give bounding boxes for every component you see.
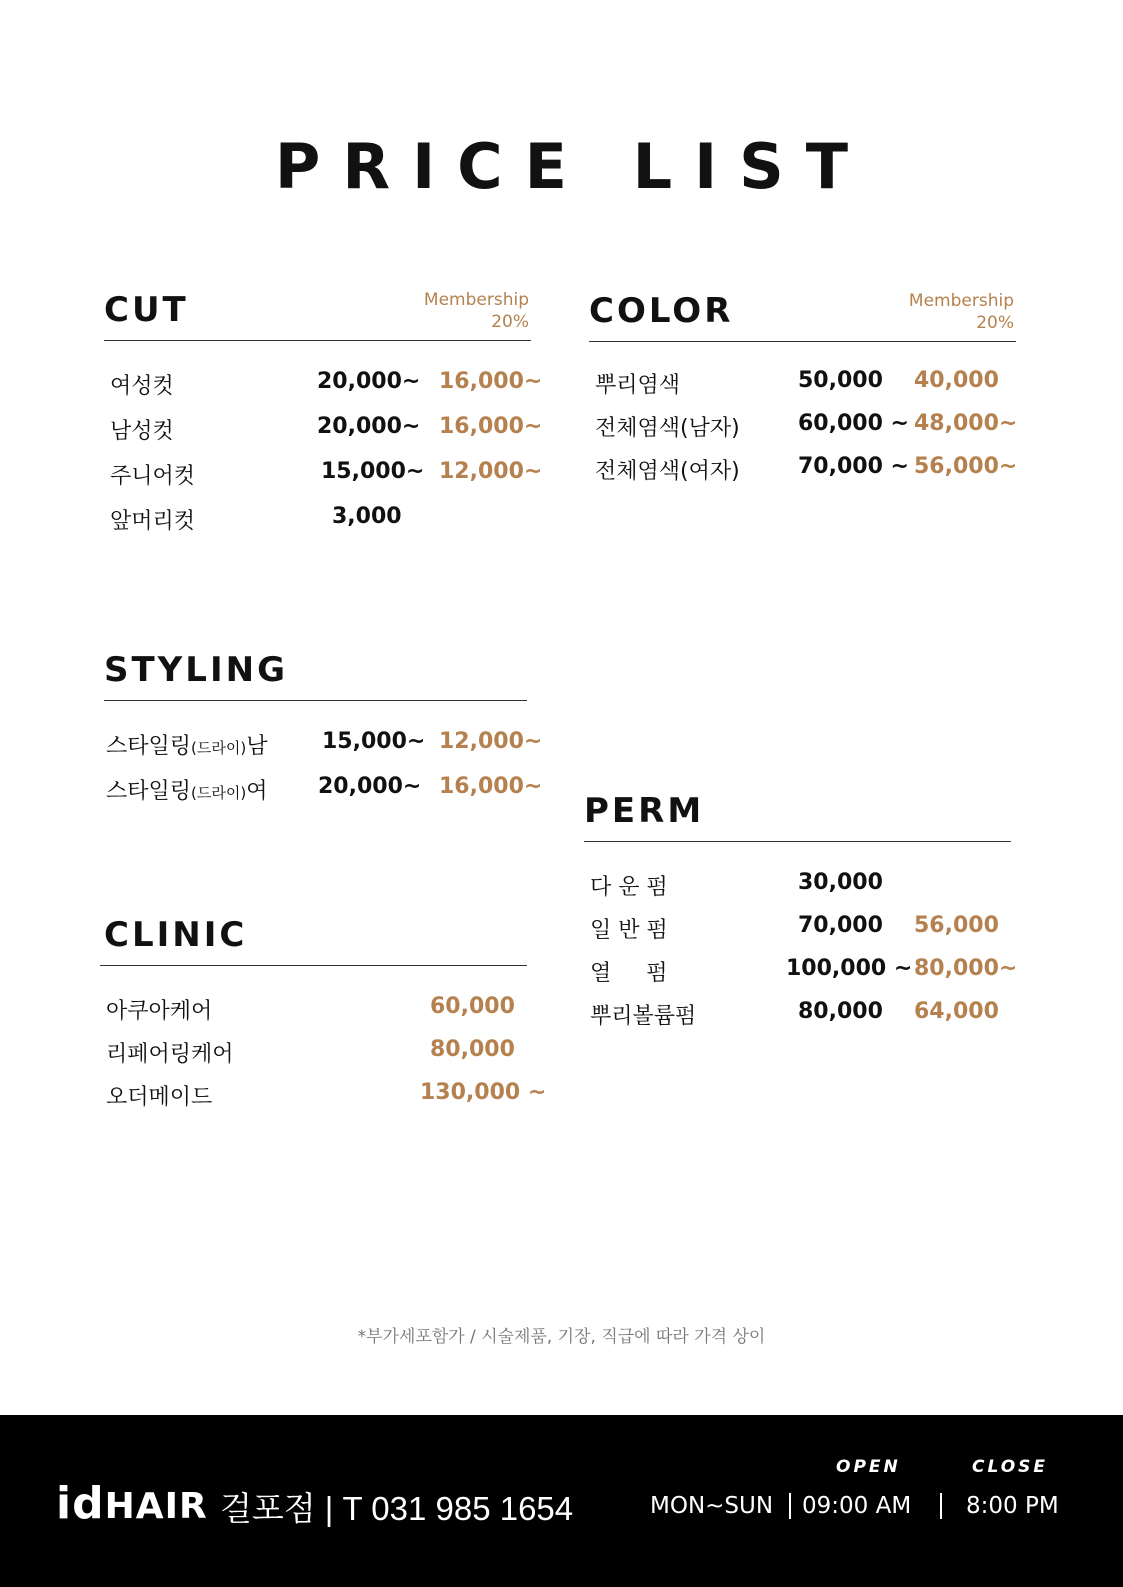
- clinic-price: 80,000: [430, 1037, 515, 1062]
- service-name: 주니어컷: [110, 464, 196, 489]
- separator: [789, 1493, 791, 1519]
- service-name-suffix: 여: [246, 779, 268, 804]
- logo-hair: HAIR: [104, 1486, 208, 1527]
- regular-price: 50,000: [798, 368, 883, 393]
- regular-price: 15,000~: [322, 729, 426, 754]
- perm-section: [584, 791, 1018, 1034]
- price-row: [589, 403, 1016, 446]
- service-name-suffix: 남: [246, 734, 268, 759]
- price-row: [100, 1029, 527, 1072]
- service-name-main: 스타일링: [106, 734, 192, 759]
- footer-bar: [0, 1415, 1123, 1587]
- regular-price: 70,000: [798, 913, 883, 938]
- color-membership-note: [909, 290, 1014, 334]
- price-row: [104, 496, 531, 541]
- color-title: COLOR: [589, 291, 734, 331]
- price-row: [104, 766, 543, 811]
- member-price: 56,000~: [914, 454, 1018, 479]
- service-name: 뿌리볼륨펌: [590, 1004, 697, 1029]
- membership-discount: 20%: [491, 312, 529, 332]
- member-price: 12,000~: [439, 729, 543, 754]
- service-name: 리페어링케어: [106, 1042, 234, 1067]
- service-name-main: 스타일링: [106, 779, 192, 804]
- service-name: [106, 774, 267, 805]
- service-name: 다 운 펌: [590, 875, 668, 900]
- service-name: 여성컷: [110, 374, 174, 399]
- membership-label: Membership: [908, 291, 1014, 311]
- clinic-price: 130,000 ~: [420, 1080, 547, 1105]
- member-price: 12,000~: [439, 459, 543, 484]
- service-name: 오더메이드: [106, 1085, 213, 1110]
- regular-price: 80,000: [798, 999, 883, 1024]
- member-price: 64,000: [914, 999, 999, 1024]
- color-section: [589, 291, 1016, 489]
- open-time: 09:00 AM: [802, 1493, 912, 1519]
- styling-title: STYLING: [104, 650, 288, 690]
- clinic-title: CLINIC: [104, 915, 248, 955]
- member-price: 40,000: [914, 368, 999, 393]
- perm-title: PERM: [584, 791, 705, 831]
- member-price: 56,000: [914, 913, 999, 938]
- close-time: 8:00 PM: [966, 1493, 1059, 1519]
- open-days: MON~SUN: [650, 1493, 774, 1519]
- regular-price: 70,000 ~: [798, 454, 909, 479]
- open-label: OPEN: [836, 1457, 901, 1477]
- member-price: 16,000~: [439, 369, 543, 394]
- regular-price: 15,000~: [321, 459, 425, 484]
- service-name: 전체염색(남자): [595, 416, 740, 441]
- service-name-note: (드라이): [191, 784, 247, 802]
- salon-logo: [56, 1478, 208, 1529]
- styling-section: [104, 650, 543, 811]
- price-row: [104, 361, 543, 406]
- service-name: 아쿠아케어: [106, 999, 213, 1024]
- regular-price: 3,000: [332, 504, 402, 529]
- regular-price: 20,000~: [317, 369, 421, 394]
- price-row: [584, 862, 1011, 905]
- service-name: 뿌리염색: [595, 373, 681, 398]
- regular-price: 60,000 ~: [798, 411, 909, 436]
- regular-price: 20,000~: [317, 414, 421, 439]
- member-price: 80,000~: [914, 956, 1018, 981]
- price-row: [104, 721, 543, 766]
- service-name: [106, 729, 267, 760]
- logo-id: id: [56, 1478, 105, 1529]
- member-price: 16,000~: [439, 774, 543, 799]
- cut-membership-note: [424, 289, 529, 333]
- service-name: 전체염색(여자): [595, 459, 740, 484]
- service-name: 열 펌: [590, 961, 668, 986]
- member-price: 16,000~: [439, 414, 543, 439]
- price-row: [584, 991, 1011, 1034]
- price-row: [584, 905, 1011, 948]
- price-row: [589, 360, 1016, 403]
- membership-discount: 20%: [976, 313, 1014, 333]
- branch-phone: 걸포점 | T 031 985 1654: [220, 1490, 574, 1527]
- service-name: 남성컷: [110, 419, 174, 444]
- clinic-section: [100, 915, 547, 1115]
- page-title: PRICE LIST: [274, 130, 871, 203]
- cut-section: [104, 290, 543, 541]
- regular-price: 30,000: [798, 870, 883, 895]
- service-name-note: (드라이): [191, 739, 247, 757]
- close-label: CLOSE: [972, 1457, 1049, 1477]
- regular-price: 100,000 ~: [786, 956, 913, 981]
- service-name: 일 반 펌: [590, 918, 668, 943]
- price-row: [584, 948, 1018, 991]
- membership-label: Membership: [423, 290, 529, 310]
- price-row: [104, 451, 543, 496]
- separator: [940, 1493, 942, 1519]
- member-price: 48,000~: [914, 411, 1018, 436]
- footnote: *부가세포함가 / 시술제품, 기장, 직급에 따라 가격 상이: [357, 1327, 766, 1347]
- price-row: [589, 446, 1016, 489]
- regular-price: 20,000~: [318, 774, 422, 799]
- clinic-price: 60,000: [430, 994, 515, 1019]
- price-row: [100, 1072, 547, 1115]
- price-row: [100, 986, 527, 1029]
- service-name: 앞머리컷: [110, 509, 196, 534]
- cut-title: CUT: [104, 290, 189, 330]
- price-row: [104, 406, 543, 451]
